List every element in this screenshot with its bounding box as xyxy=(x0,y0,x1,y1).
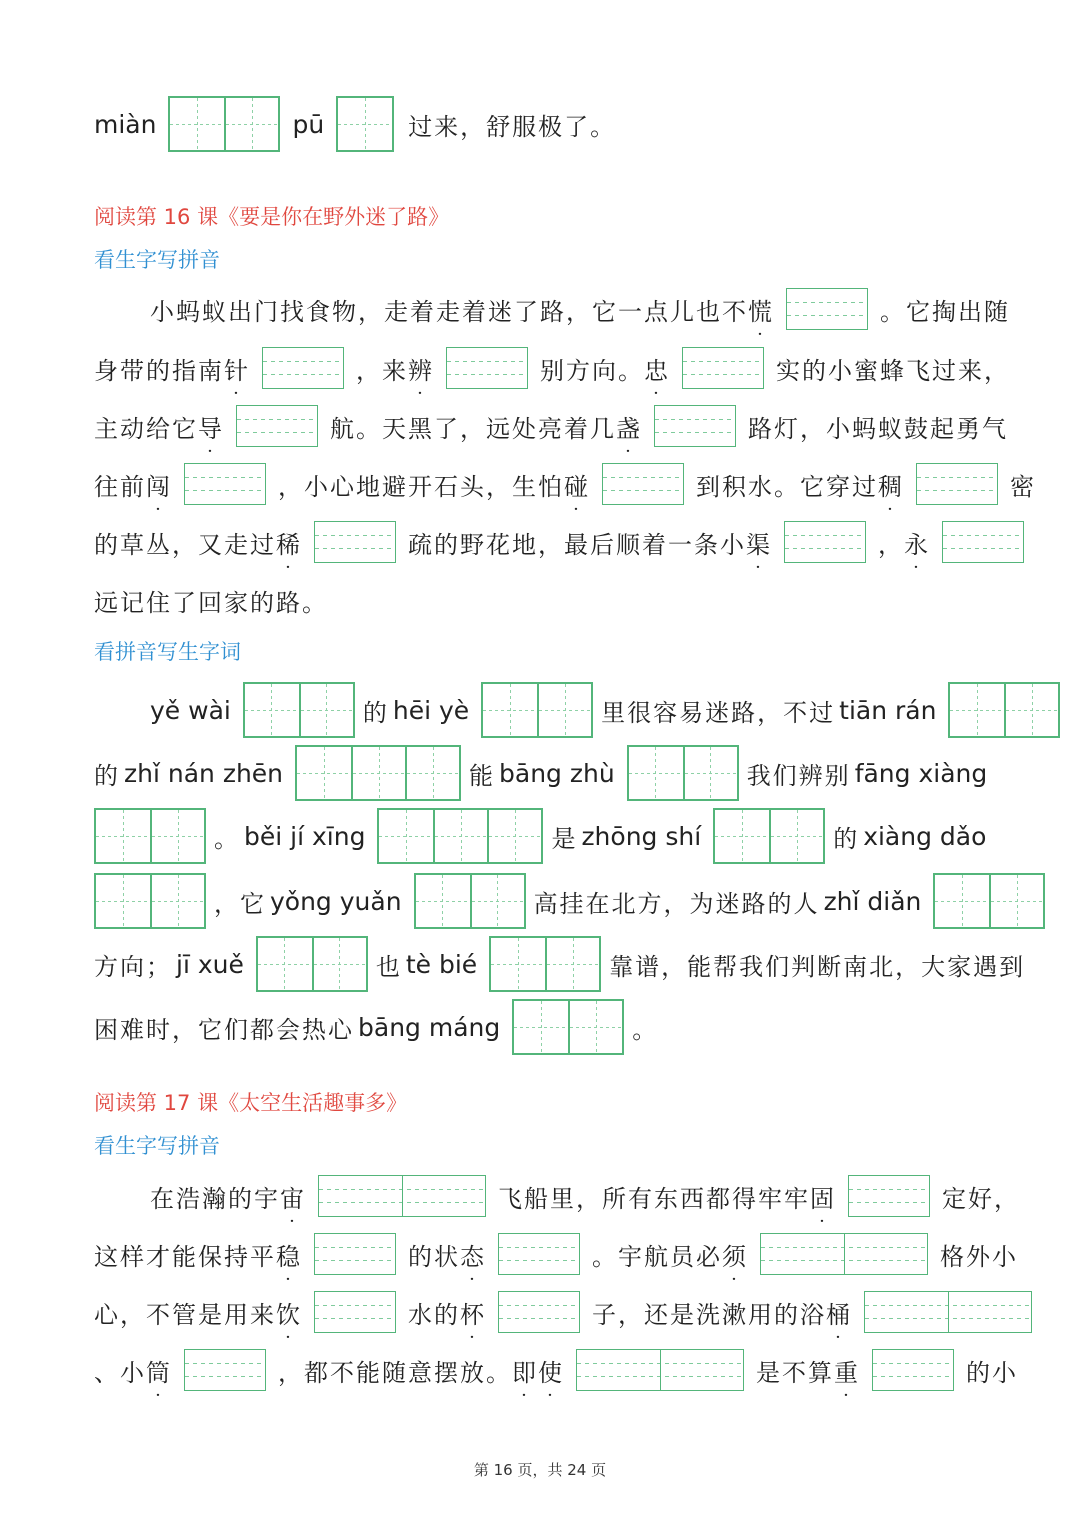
section-heading: 看生字写拼音 xyxy=(94,1134,220,1158)
text: 。 xyxy=(632,1015,659,1044)
text: 困难时，它们都会热心 xyxy=(94,1015,354,1044)
pinyin-box[interactable] xyxy=(446,347,528,389)
text: 的草丛，又走过 xyxy=(94,530,276,559)
text: 别方向。 xyxy=(540,356,644,385)
pinyin: tiān rán xyxy=(839,695,937,725)
text: 心，不管是用来 xyxy=(94,1300,276,1329)
target-char: 使 · xyxy=(538,1353,564,1388)
pinyin-box[interactable] xyxy=(576,1349,744,1391)
text: ，小心地避开石头，生怕 xyxy=(278,472,564,501)
char-box[interactable] xyxy=(94,873,206,929)
text: 的 xyxy=(362,698,389,727)
target-char: 饮 · xyxy=(276,1295,302,1330)
char-box[interactable] xyxy=(489,936,601,992)
text: ， xyxy=(878,530,904,559)
pinyin-box[interactable] xyxy=(942,521,1024,563)
text: 子，还是洗漱用的浴 xyxy=(592,1300,826,1329)
text: 实的小蜜蜂飞过来， xyxy=(776,356,1010,385)
target-char: 渠 · xyxy=(746,525,772,560)
target-char: 须 · xyxy=(722,1237,748,1272)
text: 定好， xyxy=(942,1184,1020,1213)
target-char: 永 · xyxy=(904,525,930,560)
target-char: 稳 · xyxy=(276,1237,302,1272)
reading-row xyxy=(94,1233,1020,1275)
reading-row xyxy=(94,463,1036,505)
char-box[interactable] xyxy=(168,96,280,152)
lesson-16-title: 阅读第 16 课《要是你在野外迷了路》 xyxy=(94,205,450,229)
text: 也 xyxy=(375,952,402,981)
target-char: 杯 · xyxy=(460,1295,486,1330)
pinyin-box[interactable] xyxy=(602,463,684,505)
text: 。 xyxy=(214,824,240,853)
target-char: 宙 · xyxy=(280,1179,306,1214)
text: 的小 xyxy=(966,1358,1018,1387)
pinyin-box[interactable] xyxy=(184,1349,266,1391)
pinyin-row xyxy=(94,936,1026,992)
text: ，来 xyxy=(356,356,408,385)
text: 密 xyxy=(1010,472,1036,501)
pinyin-box[interactable] xyxy=(262,347,344,389)
char-box[interactable] xyxy=(336,96,394,152)
text: 疏的野花地，最后顺着一条小 xyxy=(408,530,746,559)
target-char: 重 · xyxy=(834,1353,860,1388)
pinyin-box[interactable] xyxy=(786,288,868,330)
text: 的 xyxy=(94,761,120,790)
text: 方向； xyxy=(94,952,172,981)
target-char: 即 · xyxy=(512,1353,538,1388)
reading-row xyxy=(94,583,1020,618)
pinyin: miàn xyxy=(94,109,157,139)
section-heading: 看拼音写生字词 xyxy=(94,640,241,664)
pinyin-box[interactable] xyxy=(236,405,318,447)
top-line xyxy=(94,96,1020,152)
target-char: 稠 · xyxy=(878,467,904,502)
text: 我们辨别 xyxy=(746,761,851,790)
char-box[interactable] xyxy=(243,682,355,738)
text: 的状 xyxy=(408,1242,460,1271)
text: ，它 xyxy=(214,889,266,918)
target-char: 桶 · xyxy=(826,1295,852,1330)
char-box[interactable] xyxy=(627,745,739,801)
target-char: 慌 · xyxy=(748,292,774,327)
text: 往前 xyxy=(94,472,146,501)
reading-row xyxy=(94,521,1020,563)
char-box[interactable] xyxy=(512,999,624,1055)
char-box[interactable] xyxy=(481,682,593,738)
pinyin: yě wài xyxy=(150,695,231,725)
text: 过来，舒服极了。 xyxy=(408,112,617,141)
target-char: 碰 · xyxy=(564,467,590,502)
text: 是 xyxy=(551,824,578,853)
pinyin: zhǐ diǎn xyxy=(823,886,922,916)
pinyin: zhōng shí xyxy=(581,821,702,851)
char-box[interactable] xyxy=(377,808,543,864)
char-box[interactable] xyxy=(948,682,1060,738)
target-char: 辨 · xyxy=(408,351,434,386)
reading-row xyxy=(94,1175,1020,1217)
pinyin-box[interactable] xyxy=(318,1175,486,1217)
text: 里很容易迷路，不过 xyxy=(601,698,836,727)
pinyin: zhǐ nán zhēn xyxy=(124,758,284,788)
char-box[interactable] xyxy=(414,873,526,929)
text: 水的 xyxy=(408,1300,460,1329)
pinyin-box[interactable] xyxy=(498,1291,580,1333)
target-char: 导 · xyxy=(198,409,224,444)
text: 、小 xyxy=(94,1358,146,1387)
pinyin: fāng xiàng xyxy=(854,758,988,788)
pinyin: xiàng dǎo xyxy=(863,821,987,851)
page-footer: 第 16 页，共 24 页 xyxy=(473,1461,607,1479)
text: 格外小 xyxy=(940,1242,1018,1271)
reading-row xyxy=(94,405,1020,447)
lesson-17-title: 阅读第 17 课《太空生活趣事多》 xyxy=(94,1091,408,1115)
text: 身带的指南 xyxy=(94,356,224,385)
char-box[interactable] xyxy=(713,808,825,864)
target-char: 固 · xyxy=(810,1179,836,1214)
text: 高挂在北方，为迷路的人 xyxy=(533,889,820,918)
pinyin-box[interactable] xyxy=(184,463,266,505)
pinyin-box[interactable] xyxy=(848,1175,930,1217)
pinyin-row xyxy=(94,682,1020,738)
pinyin-box[interactable] xyxy=(314,1233,396,1275)
target-char: 盏 · xyxy=(616,409,642,444)
text: 到积水。它穿过 xyxy=(696,472,878,501)
target-char: 忠 · xyxy=(644,351,670,386)
text: 航。天黑了，远处亮着几 xyxy=(330,414,616,443)
pinyin-box[interactable] xyxy=(784,521,866,563)
section-heading: 看生字写拼音 xyxy=(94,248,220,272)
text: 的 xyxy=(833,824,860,853)
text: 。它掏出随 xyxy=(880,297,1010,326)
reading-row xyxy=(94,1291,1020,1333)
target-char: 稀 · xyxy=(276,525,302,560)
pinyin-row xyxy=(94,999,1020,1055)
target-char: 态 · xyxy=(460,1237,486,1272)
reading-row xyxy=(94,347,1020,389)
text: 这样才能保持平 xyxy=(94,1242,276,1271)
pinyin-box[interactable] xyxy=(682,347,764,389)
pinyin: bāng zhù xyxy=(499,758,615,788)
char-box[interactable] xyxy=(256,936,368,992)
text: 飞船里，所有东西都得牢牢 xyxy=(498,1184,810,1213)
text: 靠谱，能帮我们判断南北，大家遇到 xyxy=(609,952,1026,981)
target-char: 针 · xyxy=(224,351,250,386)
pinyin: bāng máng xyxy=(358,1012,501,1042)
pinyin: tè bié xyxy=(405,949,478,979)
text: 能 xyxy=(469,761,496,790)
pinyin-box[interactable] xyxy=(864,1291,1032,1333)
char-box[interactable] xyxy=(933,873,1045,929)
text: 是不算 xyxy=(756,1358,834,1387)
pinyin: hēi yè xyxy=(392,695,470,725)
text: 。宇航员必 xyxy=(592,1242,722,1271)
pinyin: pū xyxy=(292,109,325,139)
char-box[interactable] xyxy=(94,808,206,864)
pinyin: jī xuě xyxy=(176,949,244,979)
pinyin-box[interactable] xyxy=(916,463,998,505)
pinyin-box[interactable] xyxy=(872,1349,954,1391)
text: ，都不能随意摆放。 xyxy=(278,1358,512,1387)
text: 远记住了回家的路。 xyxy=(94,589,328,617)
target-char: 闯 · xyxy=(146,467,172,502)
pinyin-row xyxy=(86,873,1020,929)
pinyin: yǒng yuǎn xyxy=(270,886,402,916)
pinyin-box[interactable] xyxy=(760,1233,928,1275)
pinyin-row xyxy=(86,808,1020,864)
pinyin-box[interactable] xyxy=(314,521,396,563)
pinyin-row xyxy=(94,745,1020,801)
pinyin-box[interactable] xyxy=(314,1291,396,1333)
char-box[interactable] xyxy=(295,745,461,801)
reading-row xyxy=(94,1349,1020,1391)
reading-row xyxy=(94,288,1020,330)
text: 路灯，小蚂蚁鼓起勇气 xyxy=(748,414,1008,443)
text: 主动给它 xyxy=(94,414,198,443)
text: 小蚂蚁出门找食物，走着走着迷了路，它一点儿也不 xyxy=(150,297,748,326)
text: 在浩瀚的宇 xyxy=(150,1184,280,1213)
pinyin-box[interactable] xyxy=(654,405,736,447)
pinyin: běi jí xīng xyxy=(244,821,366,851)
target-char: 筒 · xyxy=(146,1353,172,1388)
pinyin-box[interactable] xyxy=(498,1233,580,1275)
